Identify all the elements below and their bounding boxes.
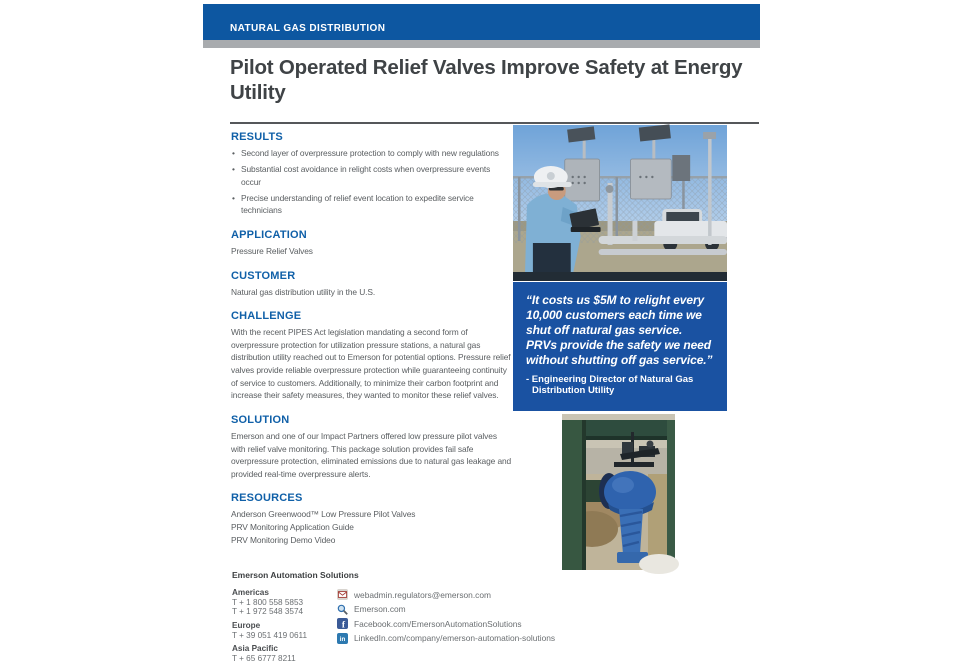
- facebook-link-row[interactable]: [337, 618, 555, 629]
- field-photo-illustration: [513, 125, 727, 281]
- header-banner: [203, 4, 760, 40]
- customer-quote: [513, 282, 727, 411]
- quote-attribution: [526, 374, 714, 397]
- region-name: Europe: [232, 621, 261, 631]
- facebook-icon: [337, 618, 348, 629]
- header-gray-bar: [203, 40, 760, 48]
- email-link-row[interactable]: [337, 589, 555, 600]
- section-solution: [231, 414, 512, 480]
- region-phone: T + 1 972 548 3574: [232, 607, 304, 617]
- svg-text:f: f: [341, 620, 345, 631]
- footer-contact-regions: [232, 584, 332, 664]
- linkedin-icon: [337, 633, 348, 644]
- customer-heading: CUSTOMER: [231, 269, 296, 282]
- page-title: Pilot Operated Relief Valves Improve Safety at Energy Utility: [230, 56, 743, 104]
- quote-attribution-line1: - Engineering Director of Natural Gas: [526, 373, 694, 385]
- email-icon: [337, 589, 348, 600]
- section-customer: [231, 270, 512, 299]
- region-phone: T + 1 800 558 5853: [232, 597, 304, 607]
- quote-attribution-line2: Distribution Utility: [532, 384, 615, 396]
- region-name: Asia Pacific: [232, 644, 278, 654]
- content-column: [231, 131, 512, 558]
- results-list: [231, 147, 512, 217]
- results-heading: RESULTS: [231, 131, 283, 143]
- linkedin-link-label[interactable]: LinkedIn.com/company/emerson-automation-solutions: [354, 633, 556, 643]
- relief-valve-photo: [562, 414, 675, 570]
- region-phone: T + 65 6777 8211: [232, 654, 296, 664]
- solution-body: Emerson and one of our Impact Partners offered low pressure pilot valves with relief valve monitoring. This package solution provides fail safe overpressure protection, eliminated emissions due to natural gas leakage and provided real-time overpressure alerts.: [231, 430, 512, 479]
- list-item: • Substantial cost avoidance in relight costs when overpressure events occur: [231, 163, 512, 188]
- footer-company-name: Emerson Automation Solutions: [232, 570, 359, 580]
- section-challenge: [231, 310, 512, 402]
- challenge-body: With the recent PIPES Act legislation mandating a second form of overpressure protection for utilization pressure stations, a natural gas distribution utility reached out to Emerson for potential options. Pressure relief valves provide reliable overpressure protection while guaranteeing continuity of service to customers. Additionally, to minimize their carbon footprint and increase their safety measures, they wanted to monitor these relief valves.: [231, 327, 511, 401]
- resource-item: PRV Monitoring Demo Video: [231, 534, 336, 545]
- valve-photo-illustration: [562, 414, 675, 570]
- list-item: • Precise understanding of relief event location to expedite service technicians: [231, 192, 512, 217]
- section-application: [231, 229, 512, 258]
- customer-body: Natural gas distribution utility in the U.S.: [231, 286, 376, 297]
- footer-links: [337, 589, 555, 644]
- section-resources: [231, 492, 512, 546]
- field-technician-photo: [513, 125, 727, 281]
- application-body: Pressure Relief Valves: [231, 246, 313, 257]
- web-search-icon: [337, 604, 348, 615]
- list-item: • Second layer of overpressure protection to comply with new regulations: [231, 147, 512, 160]
- website-link-row[interactable]: [337, 604, 555, 615]
- category-eyebrow: NATURAL GAS DISTRIBUTION: [230, 23, 386, 34]
- svg-text:in: in: [339, 635, 346, 643]
- solution-heading: SOLUTION: [231, 413, 290, 426]
- facebook-link-label[interactable]: Facebook.com/EmersonAutomationSolutions: [354, 618, 522, 629]
- resources-heading: RESOURCES: [231, 492, 303, 505]
- website-link-label[interactable]: Emerson.com: [354, 604, 406, 614]
- application-heading: APPLICATION: [231, 229, 307, 242]
- resource-item: Anderson Greenwood™ Low Pressure Pilot Valves: [231, 509, 416, 520]
- email-link-label[interactable]: webadmin.regulators@emerson.com: [354, 589, 491, 600]
- quote-text: “It costs us $5M to relight every 10,000 customers each time we shut off natural gas service. PRVs provide the safety we need without shutting off gas service.”: [526, 293, 713, 368]
- title-divider: [230, 122, 759, 124]
- region-name: Americas: [232, 588, 269, 597]
- resource-item: PRV Monitoring Application Guide: [231, 521, 354, 532]
- region-phone: T + 39 051 419 0611: [232, 630, 308, 640]
- section-results: [231, 131, 512, 217]
- challenge-heading: CHALLENGE: [231, 310, 302, 323]
- linkedin-link-row[interactable]: [337, 633, 555, 644]
